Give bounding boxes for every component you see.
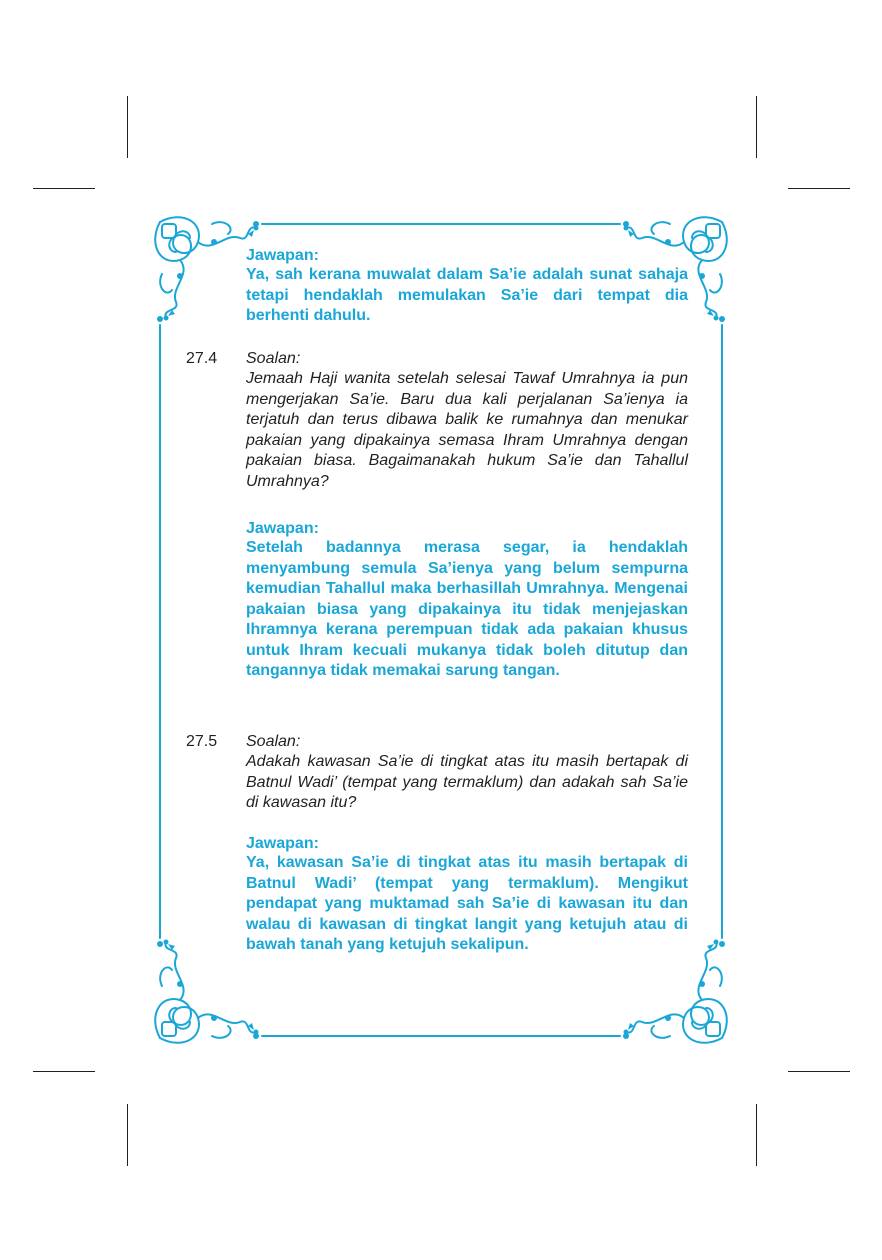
border-left-top-dot xyxy=(157,316,163,322)
border-bottom-right-dot xyxy=(623,1033,629,1039)
answer-label: Jawapan: xyxy=(246,520,319,537)
ornament-corner-bottom-left xyxy=(155,940,258,1043)
question-text: Jemaah Haji wanita setelah selesai Tawaf Umrahnya ia pun mengerjakan Sa’ie. Baru dua kali perjalanan Sa’ienya ia terjatuh dan terus dibawa balik ke rumahnya dan menukar pakaian yang dipakainya semasa Ihram Umrahnya dengan pakaian biasa. Bagaimanakah hukum Sa’ie dan Tahallul Umrahnya? xyxy=(246,370,688,490)
border-right-top-dot xyxy=(719,316,725,322)
border-top-left-dot xyxy=(253,221,259,227)
border-bottom-left-dot xyxy=(253,1033,259,1039)
question-label: Soalan: xyxy=(246,350,301,367)
question-label: Soalan: xyxy=(246,733,301,750)
answer-text: Ya, sah kerana muwalat dalam Sa’ie adalah sunat sahaja tetapi hendaklah memulakan Sa’ie dari tempat dia berhenti dahulu. xyxy=(246,266,688,324)
answer-text: Ya, kawasan Sa’ie di tingkat atas itu masih bertapak di Batnul Wadi’ (tempat yang termaklum). Mengikut pendapat yang muktamad sah Sa’ie di kawasan itu dan walau di kawasan di tingkat langit yang ketujuh atau di bawah tanah yang ketujuh sekalipun. xyxy=(246,854,688,953)
answer-label: Jawapan: xyxy=(246,835,319,852)
border-right-bottom-dot xyxy=(719,941,725,947)
ornament-corner-top-left xyxy=(155,217,258,320)
border-top-right-dot xyxy=(623,221,629,227)
border-left-bottom-dot xyxy=(157,941,163,947)
question-number: 27.5 xyxy=(186,733,218,750)
answer-text: Setelah badannya merasa segar, ia hendaklah menyambung semula Sa’ienya yang belum sempurna kemudian Tahallul maka berhasillah Umrahnya. Mengenai pakaian biasa yang dipakainya itu tidak menjejaskan Ihramnya kerana perempuan tidak ada pakaian khusus untuk Ihram kecuali mukanya tidak boleh ditutup dan tangannya tidak memakai sarung tangan. xyxy=(246,539,688,679)
question-number: 27.4 xyxy=(186,350,218,367)
question-text: Adakah kawasan Sa’ie di tingkat atas itu masih bertapak di Batnul Wadi’ (tempat yang termaklum) dan adakah sah Sa’ie di kawasan itu? xyxy=(246,753,688,811)
answer-label: Jawapan: xyxy=(246,247,319,264)
